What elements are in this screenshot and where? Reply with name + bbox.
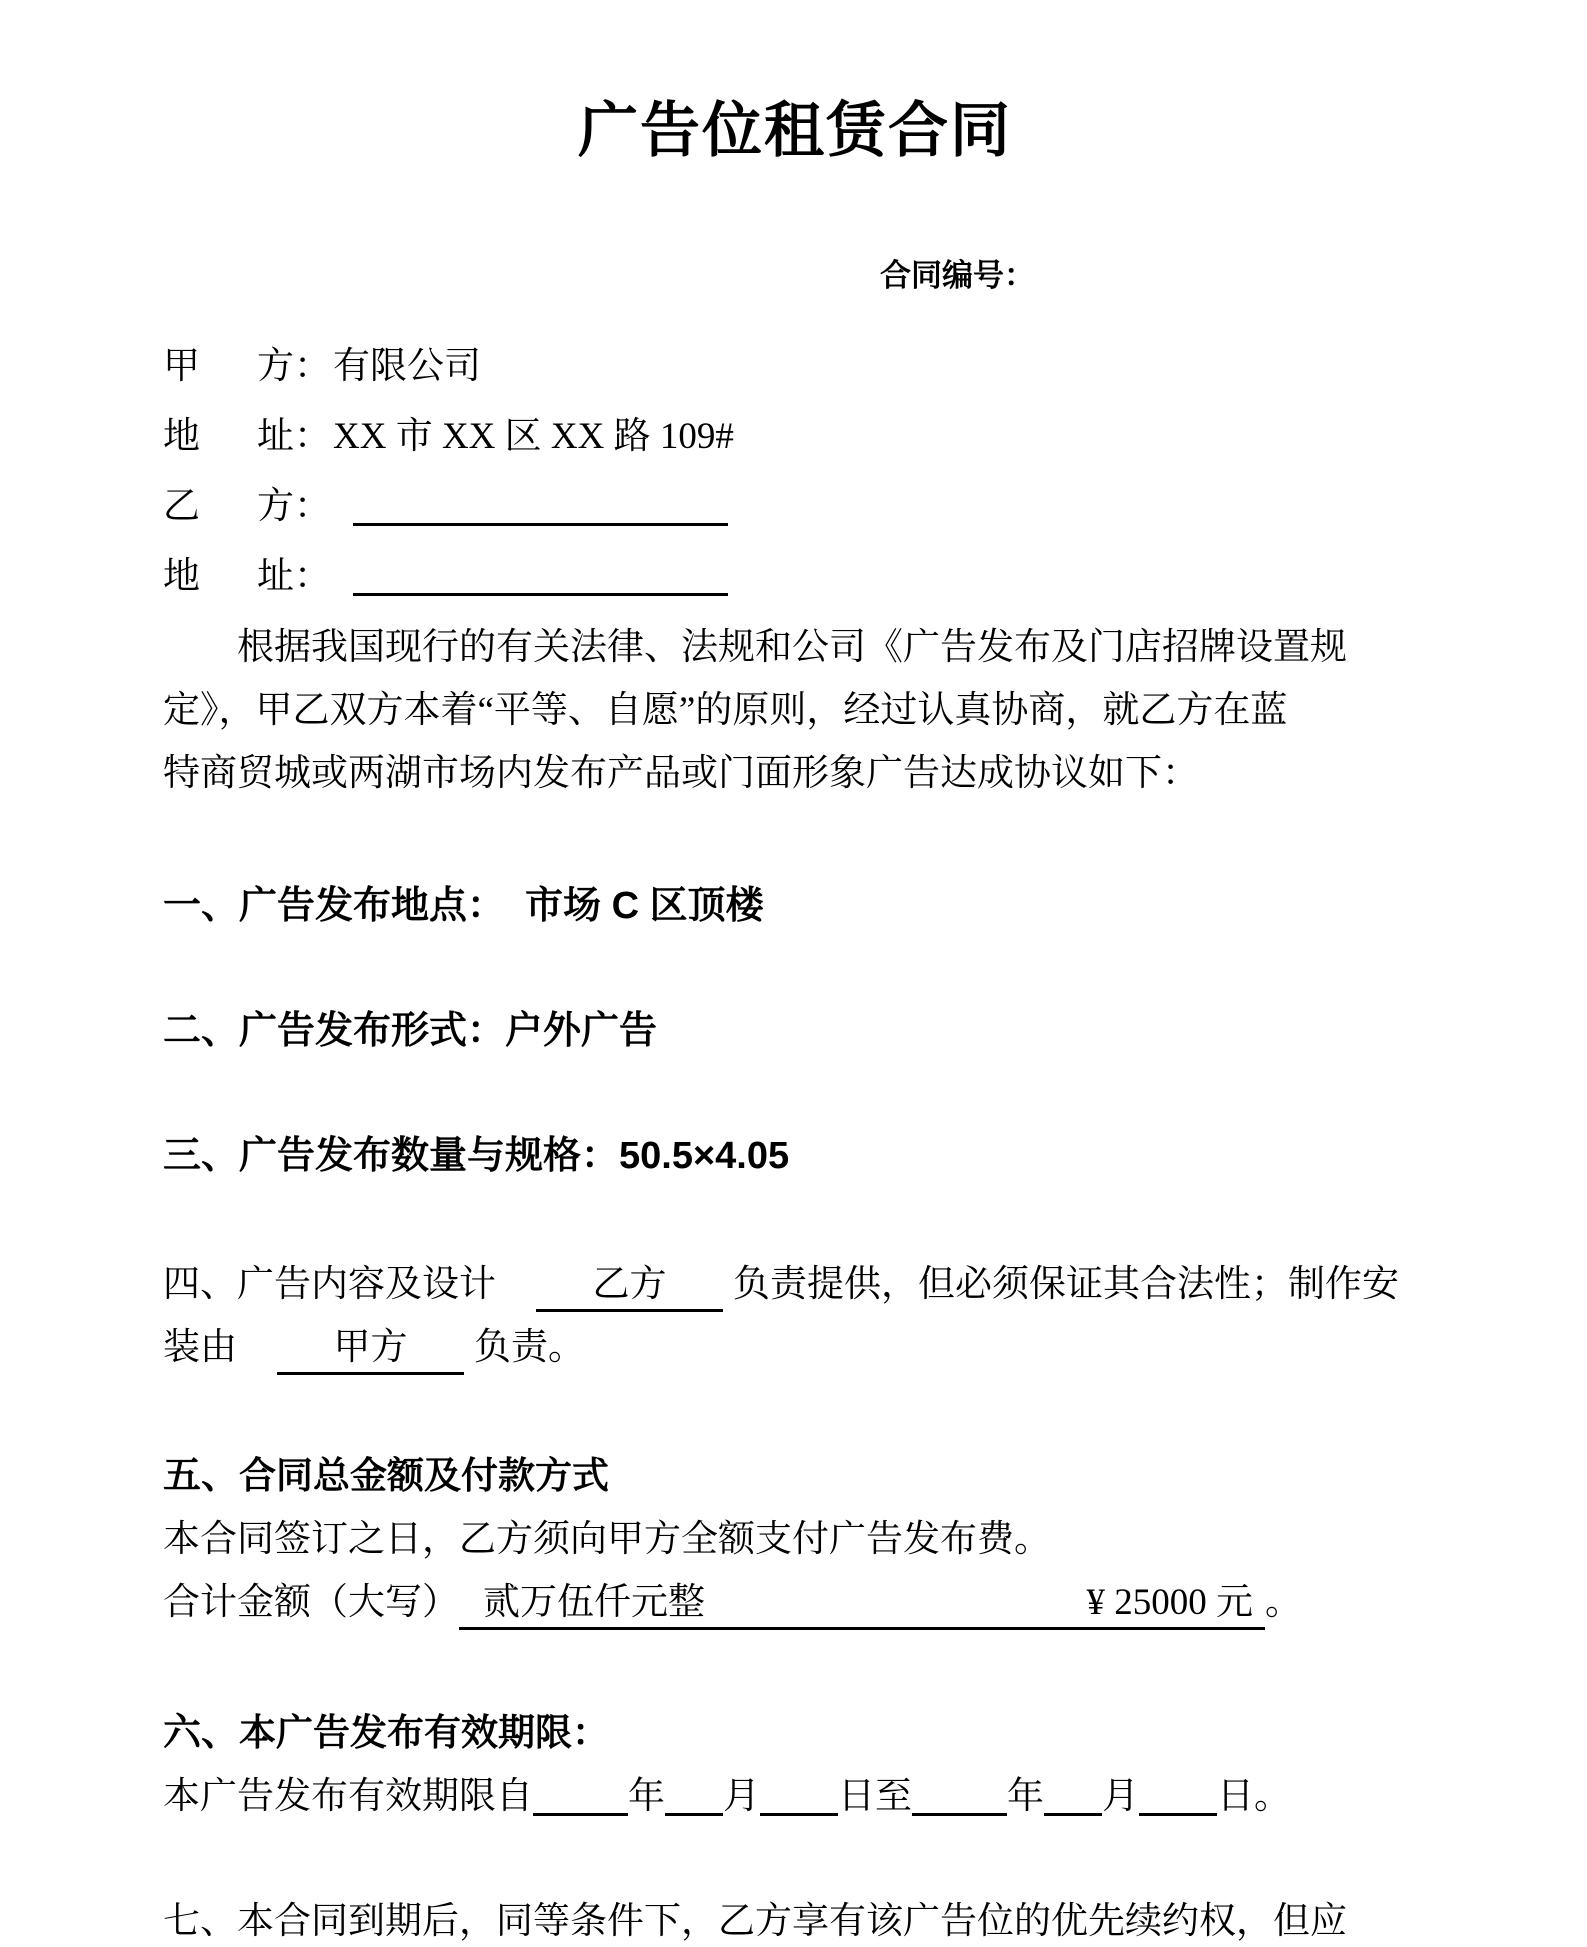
section-four-text-mid: 负责提供，但必须保证其合法性；制作安	[733, 1264, 1399, 1305]
preamble-line-1: 根据我国现行的有关法律、法规和公司《广告发布及门店招牌设置规	[237, 627, 1347, 668]
section-payment	[163, 1445, 1427, 1634]
section-ad-format-heading: 二、广告发布形式：	[163, 1010, 506, 1052]
section-renewal-right: 七、本合同到期后，同等条件下，乙方享有该广告位的优先续约权，但应	[163, 1901, 1347, 1942]
section-ad-content-design	[163, 1253, 1427, 1379]
party-b-field: 方：	[257, 486, 331, 527]
end-day-blank	[1139, 1813, 1217, 1816]
party-a-key: 甲	[163, 346, 200, 387]
party-a-field: 方：	[257, 346, 331, 387]
party-a-address-key: 地	[163, 416, 200, 457]
start-month-unit: 月	[723, 1776, 760, 1817]
party-b-row	[163, 472, 1427, 542]
end-day-unit: 日。	[1217, 1776, 1291, 1817]
section-validity-period	[163, 1702, 1427, 1828]
section-ad-quantity-spec	[163, 1125, 1427, 1188]
document-title: 广告位租赁合同	[578, 97, 1012, 164]
section-validity-heading: 本广告发布有效期限：	[239, 1713, 610, 1754]
section-validity-heading-row	[163, 1702, 1427, 1765]
end-month-blank	[1044, 1813, 1102, 1816]
contract-number-label: 合同编号：	[880, 258, 1035, 293]
party-a-address-value: XX 市 XX 区 XX 路 109#	[333, 416, 734, 457]
preamble-line-3: 特商贸城或两湖市场内发布产品或门面形象广告达成协议如下：	[163, 753, 1199, 794]
preamble-paragraph	[163, 616, 1427, 805]
party-a-address-field: 址：	[257, 416, 331, 457]
section-payment-heading: 合同总金额及付款方式	[239, 1456, 610, 1497]
amount-suffix: 。	[1265, 1582, 1302, 1623]
amount-in-figures: ¥ 25000 元	[1086, 1582, 1253, 1623]
start-year-unit: 年	[628, 1776, 665, 1817]
party-b-address-label	[163, 542, 331, 612]
amount-label: 合计金额（大写）	[163, 1582, 459, 1623]
section-four-line-2	[163, 1316, 1427, 1379]
section-ad-location	[163, 875, 1427, 938]
end-month-unit: 月	[1102, 1776, 1139, 1817]
design-responsibility-blank: 乙方	[536, 1261, 723, 1312]
section-four-text-end: 负责。	[474, 1327, 585, 1368]
party-b-address-fill-in-blank	[353, 593, 728, 596]
amount-fill-in-blank	[459, 1579, 1265, 1630]
section-ad-quantity-spec-heading: 三、广告发布数量与规格：	[163, 1135, 620, 1177]
validity-period-row	[163, 1765, 1427, 1828]
party-a-value: 有限公司	[333, 346, 481, 387]
section-payment-body: 本合同签订之日，乙方须向甲方全额支付广告发布费。	[163, 1519, 1051, 1560]
validity-prefix: 本广告发布有效期限自	[163, 1776, 533, 1817]
party-info-block	[163, 332, 1427, 612]
party-b-fill-in-blank	[353, 523, 728, 526]
party-a-address-label	[163, 402, 331, 472]
party-b-address-key: 地	[163, 556, 200, 597]
amount-in-words: 贰万伍仟元整	[483, 1582, 705, 1623]
section-payment-heading-row	[163, 1445, 1427, 1508]
section-ad-quantity-spec-value: 50.5×4.05	[619, 1135, 790, 1177]
section-ad-format-value: 户外广告	[505, 1010, 658, 1052]
section-four-text-start: 四、广告内容及设计	[163, 1264, 496, 1305]
section-ad-location-value: 市场 C 区顶楼	[525, 885, 764, 927]
party-a-address-row	[163, 402, 1427, 472]
party-b-address-row	[163, 542, 1427, 612]
section-validity-number: 六、	[163, 1712, 240, 1754]
party-a-row	[163, 332, 1427, 402]
party-b-key: 乙	[163, 486, 200, 527]
section-ad-format	[163, 1000, 1427, 1063]
section-four-text-cont: 装由	[163, 1327, 237, 1368]
party-a-label	[163, 332, 331, 402]
preamble-line-2: 定》，甲乙双方本着“平等、自愿”的原则，经过认真协商，就乙方在蓝	[163, 690, 1288, 731]
section-ad-location-heading: 一、广告发布地点：	[163, 885, 506, 927]
start-month-blank	[665, 1813, 723, 1816]
start-year-blank	[533, 1813, 628, 1816]
party-b-address-field: 址：	[257, 556, 331, 597]
end-year-blank	[912, 1813, 1007, 1816]
total-amount-row	[163, 1571, 1427, 1634]
party-b-label	[163, 472, 331, 542]
start-day-blank	[760, 1813, 838, 1816]
start-day-unit: 日至	[838, 1776, 912, 1817]
install-responsibility-blank: 甲方	[277, 1324, 464, 1375]
end-year-unit: 年	[1007, 1776, 1044, 1817]
section-four-line-1	[163, 1253, 1427, 1316]
section-payment-number: 五、	[163, 1455, 240, 1497]
